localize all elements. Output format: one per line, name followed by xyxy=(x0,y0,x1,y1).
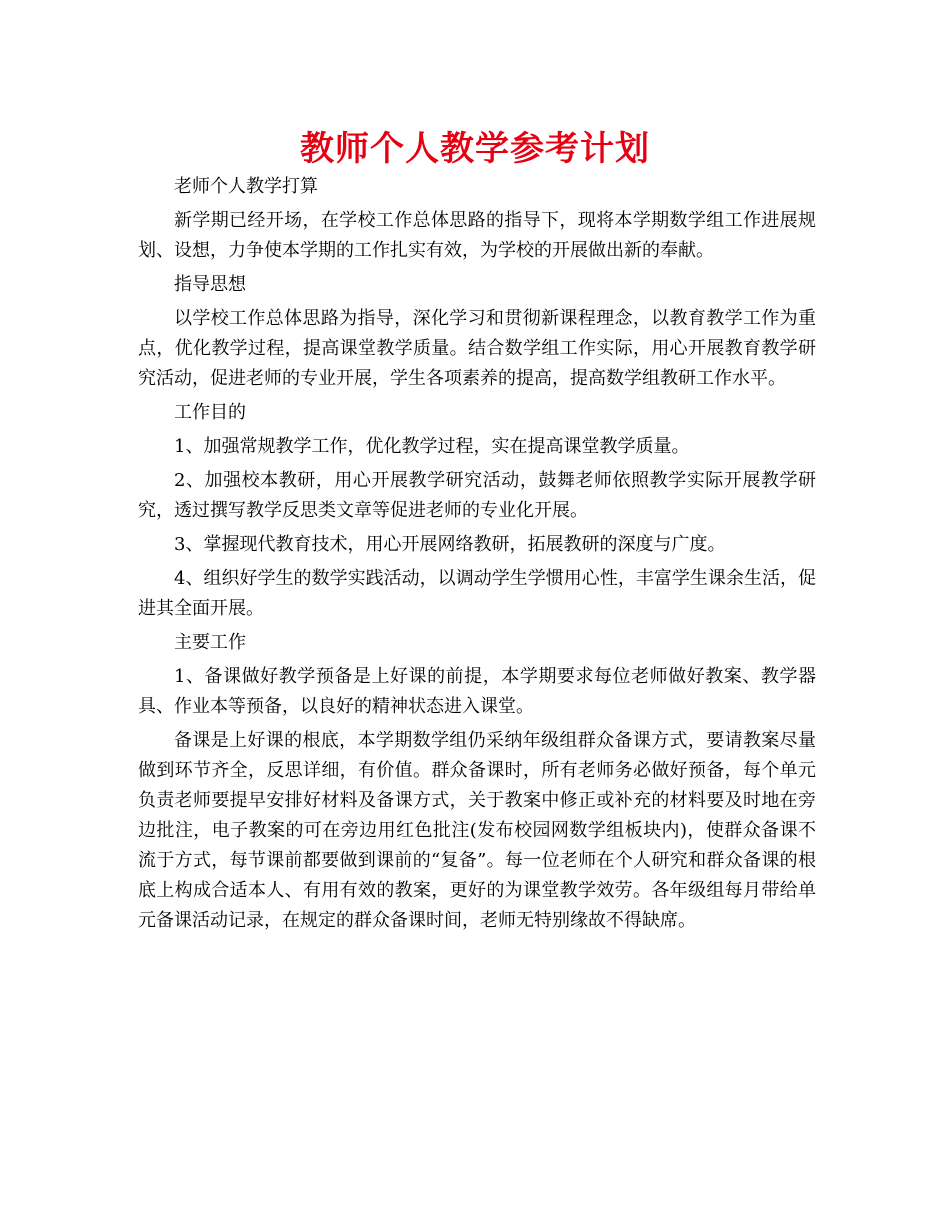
section-heading-goals: 工作目的 xyxy=(174,402,246,423)
guiding-ideas-paragraph: 以学校工作总体思路为指导，深化学习和贯彻新课程理念，以教育教学工作为重点，优化教学过程，提高课堂教学质量。结合数学组工作实际，用心开展教育教学研究活动，促进老师的专业开展，学生各项素养的提高，提高数学组教研工作水平。 xyxy=(138,308,816,389)
document-title: 教师个人教学参考计划 xyxy=(300,129,650,169)
goal-item: 1、加强常规教学工作，优化教学过程，实在提高课堂教学质量。 xyxy=(174,436,690,457)
section-heading-guiding-ideas: 指导思想 xyxy=(174,274,246,295)
document-body xyxy=(138,172,816,940)
intro-paragraph: 新学期已经开场，在学校工作总体思路的指导下，现将本学期数学组工作进展规划、设想，力争使本学期的工作扎实有效，为学校的开展做出新的奉献。 xyxy=(138,210,816,261)
section-heading-main-work: 主要工作 xyxy=(174,632,246,653)
goal-item: 4、组织好学生的数学实践活动，以调动学生学惯用心性，丰富学生课余生活，促进其全面开展。 xyxy=(138,568,816,619)
main-work-item: 1、备课做好教学预备是上好课的前提，本学期要求每位老师做好教案、教学器具、作业本等预备，以良好的精神状态进入课堂。 xyxy=(138,666,816,717)
intro-heading: 老师个人教学打算 xyxy=(174,176,318,197)
lesson-prep-paragraph: 备课是上好课的根底，本学期数学组仍采纳年级组群众备课方式，要请教案尽量做到环节齐全，反思详细，有价值。群众备课时，所有老师务必做好预备，每个单元负责老师要提早安排好材料及备课方式，关于教案中修正或补充的材料要及时地在旁边批注，电子教案的可在旁边用红色批注(发布校园网数学组板块内)，使群众备课不流于方式，每节课前都要做到课前的“复备”。每一位老师在个人研究和群众备课的根底上构成合适本人、有用有效的教案，更好的为课堂教学效劳。各年级组每月带给单元备课活动记录，在规定的群众备课时间，老师无特别缘故不得缺席。 xyxy=(138,730,816,931)
goal-item: 2、加强校本教研，用心开展教学研究活动，鼓舞老师依照教学实际开展教学研究，透过撰写教学反思类文章等促进老师的专业化开展。 xyxy=(138,470,816,521)
goal-item: 3、掌握现代教育技术，用心开展网络教研，拓展教研的深度与广度。 xyxy=(174,534,726,555)
